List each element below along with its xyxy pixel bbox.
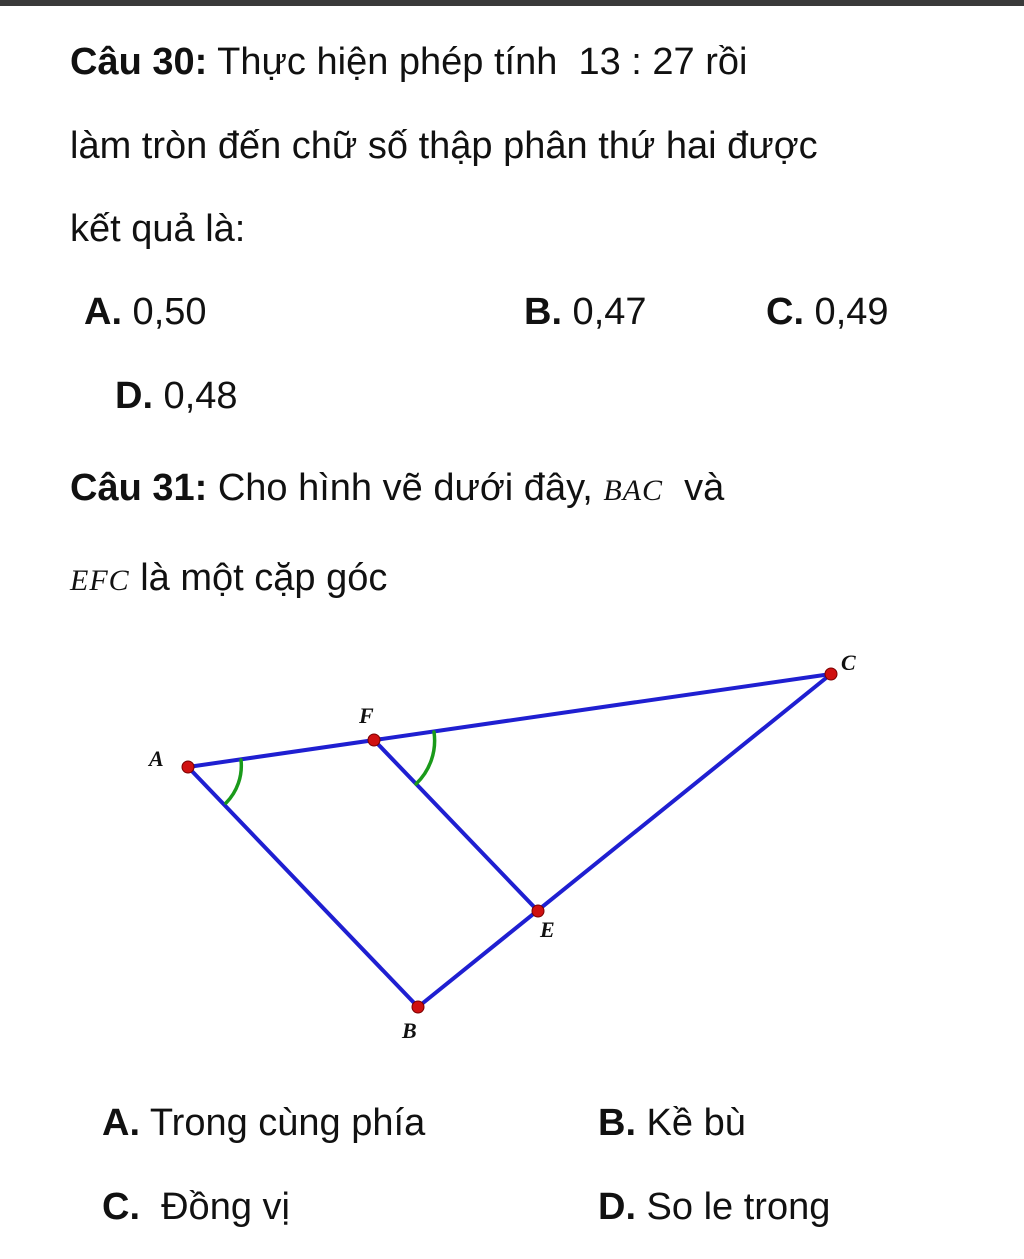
- q31-label: Câu 31:: [70, 467, 208, 509]
- angle-arc-a: [226, 760, 241, 803]
- option-text: Đồng vị: [140, 1186, 290, 1228]
- option-text: 0,47: [562, 291, 647, 333]
- option-text: 0,49: [804, 291, 889, 333]
- segment-ab: [188, 767, 418, 1007]
- option-text: So le trong: [636, 1186, 831, 1228]
- option-key: A.: [102, 1102, 140, 1144]
- option-key: B.: [524, 291, 562, 333]
- option-text: Kề bù: [636, 1102, 746, 1144]
- q30-line-2: làm tròn đến chữ số thập phân thứ hai được: [70, 125, 818, 167]
- option-key: A.: [84, 291, 122, 333]
- label-c: C: [841, 650, 856, 675]
- option-text: 0,48: [153, 375, 238, 417]
- option-text: 0,50: [122, 291, 207, 333]
- q31-option-c[interactable]: [102, 1185, 290, 1229]
- segment-fe: [374, 740, 538, 911]
- option-key: D.: [598, 1186, 636, 1228]
- label-e: E: [540, 917, 555, 942]
- angle-efc: EFC: [70, 564, 130, 597]
- point-e: [532, 905, 544, 917]
- q30-text-1: Thực hiện phép tính 13 : 27 rồi: [207, 41, 748, 83]
- option-key: D.: [115, 375, 153, 417]
- angle-arc-f: [416, 732, 435, 784]
- label-a: A: [149, 746, 164, 771]
- q30-line-3: kết quả là:: [70, 208, 246, 250]
- q31-text-1: Cho hình vẽ dưới đây,: [207, 467, 604, 509]
- q31-option-a[interactable]: [102, 1101, 425, 1145]
- option-text: Trong cùng phía: [140, 1102, 426, 1144]
- point-b: [412, 1001, 424, 1013]
- label-f: F: [359, 703, 374, 728]
- option-key: B.: [598, 1102, 636, 1144]
- q31-text-2: là một cặp góc: [129, 557, 388, 599]
- q31-option-d[interactable]: [598, 1185, 830, 1229]
- option-key: C.: [102, 1186, 140, 1228]
- point-a: [182, 761, 194, 773]
- option-key: C.: [766, 291, 804, 333]
- label-b: B: [402, 1018, 417, 1043]
- point-c: [825, 668, 837, 680]
- q30-label: Câu 30:: [70, 41, 208, 83]
- q31-option-b[interactable]: [598, 1101, 746, 1145]
- q31-text-1-end: và: [663, 467, 725, 509]
- angle-bac: BAC: [603, 474, 664, 507]
- point-f: [368, 734, 380, 746]
